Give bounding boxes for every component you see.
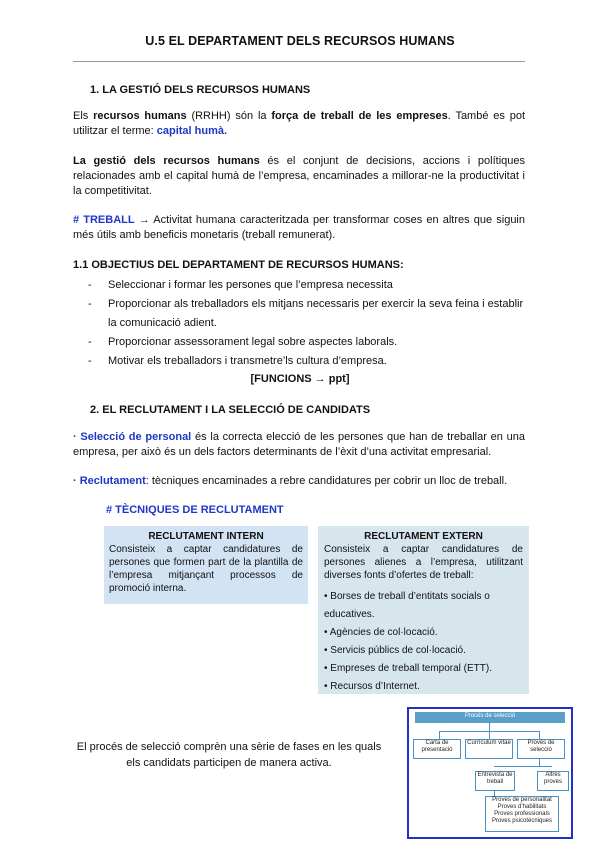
tecniques-heading: # TÈCNIQUES DE RECLUTAMENT (106, 504, 284, 516)
reclutament-extern-box (318, 526, 529, 694)
proces-paragraph: El procés de selecció comprèn una sèrie de fases en les quals els candidats participen de manera activa. (76, 741, 382, 769)
extern-text: Consisteix a captar candidatures de persones alienes a l’empresa, utilitzant diverses fonts d’ofertes de treball: (324, 544, 523, 581)
text: Els (73, 110, 94, 122)
list-item: - Seleccionar i formar les persones que l’empresa necessita (88, 276, 528, 295)
paragraph-seleccio (73, 430, 525, 460)
term-gestio: La gestió dels recursos humans (73, 155, 260, 167)
extern-sources-list (324, 588, 523, 696)
extern-title: RECLUTAMENT EXTERN (364, 531, 483, 542)
section-2-heading: 2. EL RECLUTAMENT I LA SELECCIÓ DE CANDIDATS (90, 404, 371, 416)
selection-process-diagram (407, 707, 573, 839)
term-seleccio: · Selecció de personal (73, 431, 192, 443)
paragraph-rrhh (73, 109, 525, 139)
paragraph-treball (73, 213, 525, 243)
intern-title: RECLUTAMENT INTERN (148, 531, 264, 542)
diagram-cv: Currículum vitae (465, 739, 513, 759)
term-capital-huma: capital humà. (156, 125, 228, 137)
document-title: U.5 EL DEPARTAMENT DELS RECURSOS HUMANS (145, 34, 455, 48)
text: (RRHH) són la (186, 110, 272, 122)
connector (439, 731, 440, 739)
list-item: • Agències de col·locació. (324, 624, 523, 642)
diagram-process-title: Procés de selecció (415, 712, 565, 723)
title-divider (73, 61, 525, 62)
funcions-note: [FUNCIONS → ppt] (250, 373, 350, 385)
list-item: • Servicis públics de col·locació. (324, 642, 523, 660)
paragraph-reclutament (73, 474, 525, 489)
term-forca-treball: força de treball de les empreses (271, 110, 448, 122)
list-item: • Empreses de treball temporal (ETT). (324, 660, 523, 678)
section-1-heading: 1. LA GESTIÓ DELS RECURSOS HUMANS (90, 84, 311, 96)
diagram-entrevista: Entrevista de treball (475, 771, 515, 791)
reclutament-intern-box (104, 526, 308, 604)
list-item: • Borses de treball d’entitats socials o educatives. (324, 588, 523, 624)
list-item: • Recursos d’Internet. (324, 678, 523, 696)
text: → Activitat humana caracteritzada per transformar coses en altres que siguin més útils amb beneficis monetaris (treball remunerat). (73, 214, 525, 241)
term-treball: # TREBALL (73, 214, 135, 226)
objectives-list (88, 276, 528, 371)
section-1-1-heading: 1.1 OBJECTIUS DEL DEPARTAMENT DE RECURSOS HUMANS: (73, 259, 404, 271)
term-rrhh: recursos humans (93, 110, 187, 122)
connector (494, 766, 552, 767)
text: és la correcta elecció de les persones que han de treballar en una empresa, per això és un dels factors determinants de l’èxit d’una activitat empresarial. (73, 431, 525, 458)
text: : tècniques encaminades a rebre candidatures per cobrir un lloc de treball. (145, 475, 508, 487)
paragraph-gestio (73, 154, 525, 199)
list-item: - Proporcionar als treballadors els mitjans necessaris per exercir la seva feina i establir la comunicació adient. (88, 295, 528, 333)
connector (539, 758, 540, 766)
text: és el conjunt de decisions, accions i polítiques relacionades amb el capital humà de l’empresa, encaminades a millorar-ne la productivitat i la competitivitat. (73, 155, 525, 197)
term-reclutament: · Reclutament (73, 475, 146, 487)
intern-text: Consisteix a captar candidatures de persones que formen part de la plantilla de l’empresa mitjançant processos de promoció interna. (109, 544, 303, 594)
connector (489, 722, 490, 739)
diagram-proves: Proves de selecció (517, 739, 565, 759)
diagram-proves-detail: Proves de personalitat Proves d’habilitats Proves professionals Proves psicotècniques (485, 796, 559, 832)
text: . També es pot utilitzar el terme: (73, 110, 526, 137)
list-item: - Proporcionar assessorament legal sobre aspectes laborals. (88, 333, 528, 352)
connector (539, 731, 540, 739)
diagram-altres: Altres proves (537, 771, 569, 791)
list-item: - Motivar els treballadors i transmetre’ls cultura d’empresa. (88, 352, 528, 371)
diagram-carta: Carta de presentació (413, 739, 461, 759)
